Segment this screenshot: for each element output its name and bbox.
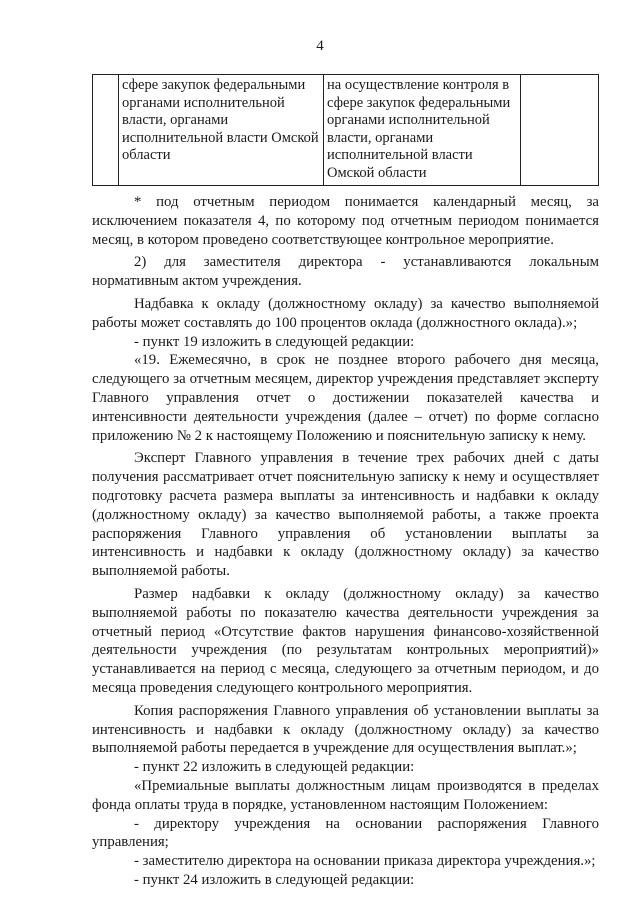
paragraph: Эксперт Главного управления в течение трех рабочих дней с даты получения рассматривает отчет пояснительную записку к нему и осуществляет подготовку расчета размера выплаты за интенсивность и надбавки к окладу (должностному окладу) за качество выполняемой работы, а также проекта распоряжения Главного управления об установлении выплаты за интенсивность и надбавки к окладу (должностному окладу) за качество выполняемой работы. [92,450,599,580]
paragraph: - пункт 19 изложить в следующей редакции: [134,333,415,350]
table-cell-indicator: на осуществление контроля в сфере закупок федеральными органами исполнительной власти, органами исполнительной власти Омской области [324,75,521,186]
table-cell-activity: сфере закупок федеральными органами исполнительной власти, органами исполнительной власти Омской области [119,75,324,186]
paragraph: «Премиальные выплаты должностным лицам производятся в пределах фонда оплаты труда в порядке, установленном настоящим Положением: [92,777,599,813]
paragraph: - заместителю директора на основании приказа директора учреждения.»; [134,853,596,870]
paragraph: - пункт 22 изложить в следующей редакции: [134,759,415,776]
paragraph: - пункт 24 изложить в следующей редакции: [134,871,415,888]
footnote-paragraph: * под отчетным периодом понимается календарный месяц, за исключением показателя 4, по которому под отчетным периодом понимается месяц, в котором проведено соответствующее контрольное мероприятие. [92,194,599,248]
page-number: 4 [316,38,324,54]
document-body [92,193,599,890]
paragraph: Надбавка к окладу (должностному окладу) за качество выполняемой работы может составлять до 100 процентов оклада (должностного оклада).»; [92,295,599,331]
table-fragment [92,74,599,186]
paragraph: Размер надбавки к окладу (должностному окладу) за качество выполняемой работы по показателю качества деятельности учреждения за отчетный период «Отсутствие фактов нарушения финансово-хозяйственной деятельности учреждения (по результатам контрольных мероприятий)» устанавливается на период с месяца, следующего за отчетным периодом, и до месяца проведения следующего контрольного мероприятия. [92,585,599,696]
paragraph: «19. Ежемесячно, в срок не позднее второго рабочего дня месяца, следующего за отчетным месяцем, директор учреждения представляет эксперту Главного управления отчет о достижении показателей качества и интенсивности деятельности учреждения (далее – отчет) по форме согласно приложению № 2 к настоящему Положению и пояснительную записку к нему. [92,352,599,444]
paragraph: Копия распоряжения Главного управления об установлении выплаты за интенсивность и надбавки к окладу (должностному окладу) за качество выполняемой работы передается в учреждение для осуществления выплат.»; [92,702,599,757]
table-row [93,75,599,186]
table-cell-number [93,75,119,186]
table-cell-value [521,75,599,186]
paragraph: - директору учреждения на основании распоряжения Главного управления; [92,815,599,851]
paragraph: 2) для заместителя директора - устанавливаются локальным нормативным актом учреждения. [92,254,599,290]
